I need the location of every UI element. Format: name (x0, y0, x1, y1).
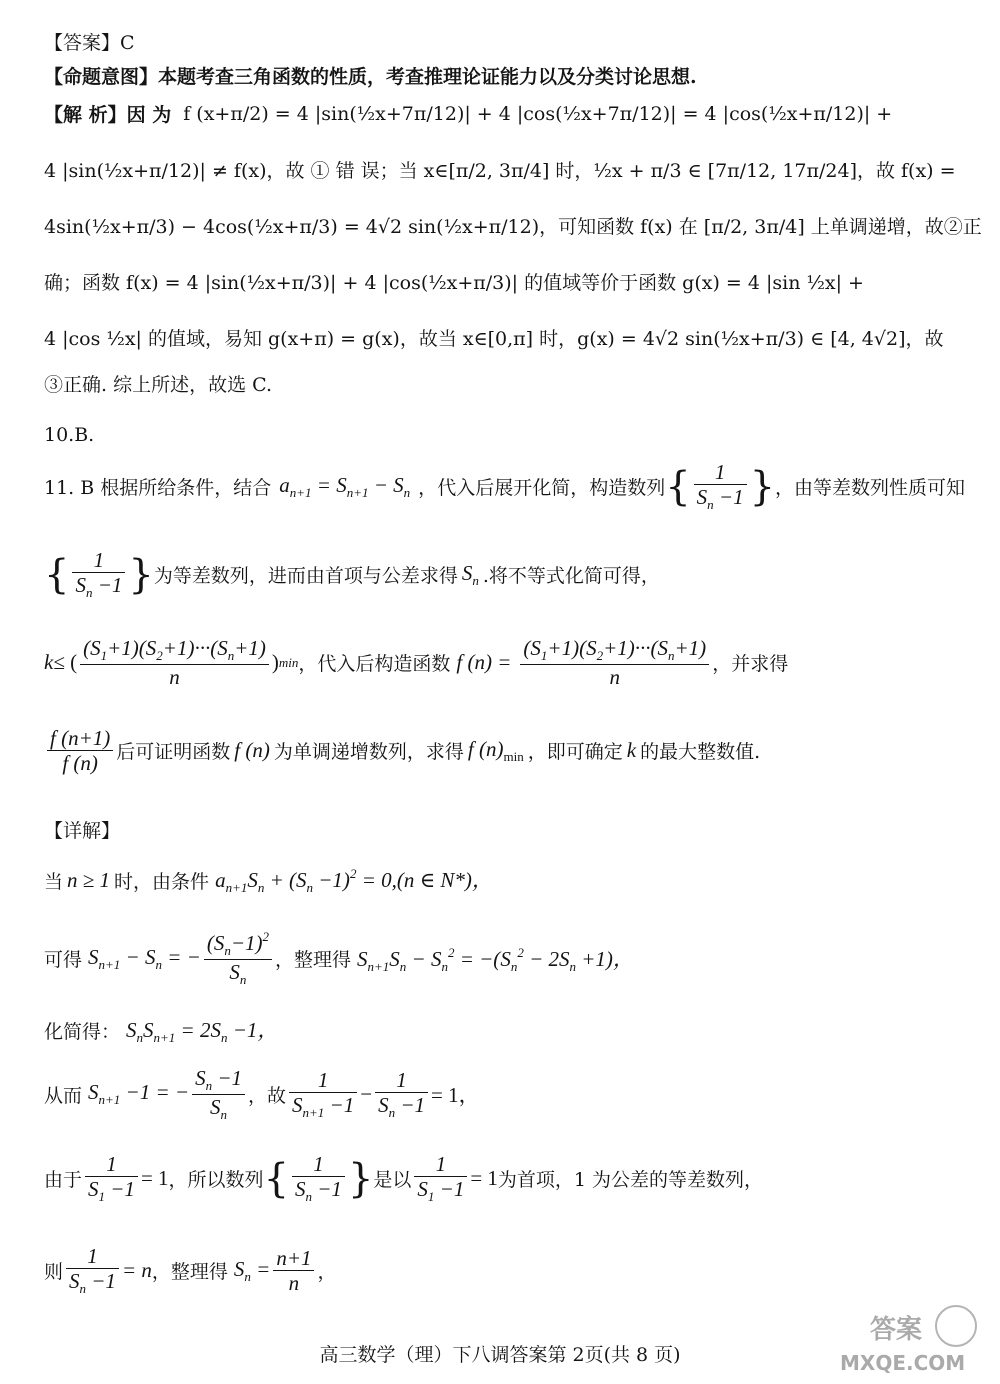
svg-text:答案: 答案 (870, 1315, 923, 1345)
q11-line-3: k ≤ ( $(S_1+1)(S_2+1)\cdot\cdot\cdot(S_n+1)$ n ) min ， 代入后构造函数 f (n) = $(S_1+1)(S_2+1)\cdot\cdot\cdot(S_n+1)$ n ， 并求得 (44, 636, 789, 689)
analysis-line-4: 确；函数 f(x) = 4 |sin(½x+π/3)| + 4 |cos(½x+π/3)| 的值域等价于函数 g(x) = 4 |sin ½x| + (44, 272, 864, 294)
q11-line-4: f (n+1) f (n) 后可证明函数 f (n) 为单调递增数列，求得 f $(n)_{min}$ ， 即可确定 k 的最大整数值. (44, 726, 760, 775)
analysis-line-3: 4sin(½x+π/3) − 4cos(½x+π/3) = 4√2 sin(½x+π/12)，可知函数 f(x) 在 [π/2, 3π/4] 上单调递增，故②正 (44, 216, 982, 238)
q11-line-1: 11. B 根据所给条件，结合 $a_{n+1} = S_{n+1} - S_n$ ， 代入后展开化简，构造数列 { 1 $S_n -1$ } ， 由等差数列性质可知 (44, 460, 966, 513)
detail-step-3: 化简得： $S_nS_{n+1} = 2S_n -1$， (44, 1018, 279, 1045)
detail-title: 【详解】 (44, 820, 121, 842)
svg-text:MXQE.COM: MXQE.COM (840, 1351, 966, 1375)
analysis-line-6: ③正确. 综上所述，故选 C. (44, 374, 273, 396)
q11-line-2: { 1 $S_n -1$ } 为等差数列，进而由首项与公差求得 $S_n$ .将不等式化简可得， (44, 548, 660, 601)
page-footer: 高三数学（理）下八调答案第 2页(共 8 页) (319, 1344, 681, 1366)
detail-step-4: 从而 $S_{n+1} -1$ = − $S_n -1$ $S_n$ ， 故 1 $S_{n+1} -1$ − 1 $S_n -1$ = 1， (44, 1066, 480, 1122)
q10-answer: 10.B. (44, 424, 95, 446)
watermark-logo (830, 1300, 990, 1380)
detail-step-5: 由于 1 $S_1 -1$ = 1 ， 所以数列 { 1 $S_n -1$ } 是以 1 $S_1 -1$ = 1 为首项，1 为公差的等差数列， (44, 1152, 764, 1205)
answer-line: 【答案】C (44, 32, 135, 54)
intent-line: 【命题意图】本题考查三角函数的性质，考查推理论证能力以及分类讨论思想. (44, 66, 697, 88)
detail-step-1: 当 n ≥ 1 时，由条件 $a_{n+1}S_n + (S_n -1)^2 = 0,(n$ ∈ N*)， (44, 866, 493, 895)
detail-step-6: 则 1 $S_n -1$ = n ， 整理得 $S_n$ = n+1 n ， (44, 1244, 337, 1297)
analysis-line-1: 【解 析】因 为 f (x+π/2) = 4 |sin(½x+7π/12)| + 4 |cos(½x+7π/12)| = 4 |cos(½x+π/12)| + (44, 102, 893, 126)
analysis-line-2: 4 |sin(½x+π/12)| ≠ f(x)，故 ① 错 误；当 x∈[π/2, 3π/4] 时，½x + π/3 ∈ [7π/12, 17π/24]，故 f(x) = (44, 160, 956, 182)
analysis-line-5: 4 |cos ½x| 的值域，易知 g(x+π) = g(x)，故当 x∈[0,π] 时，g(x) = 4√2 sin(½x+π/3) ∈ [4, 4√2]，故 (44, 328, 944, 350)
detail-step-2: 可得 $S_{n+1} - S_n$ = − $(S_n-1)^2$ $S_n$ ， 整理得 $S_{n+1}S_n - S_n^2 = -(S_n^2 - 2S_n +1)$， (44, 929, 634, 987)
